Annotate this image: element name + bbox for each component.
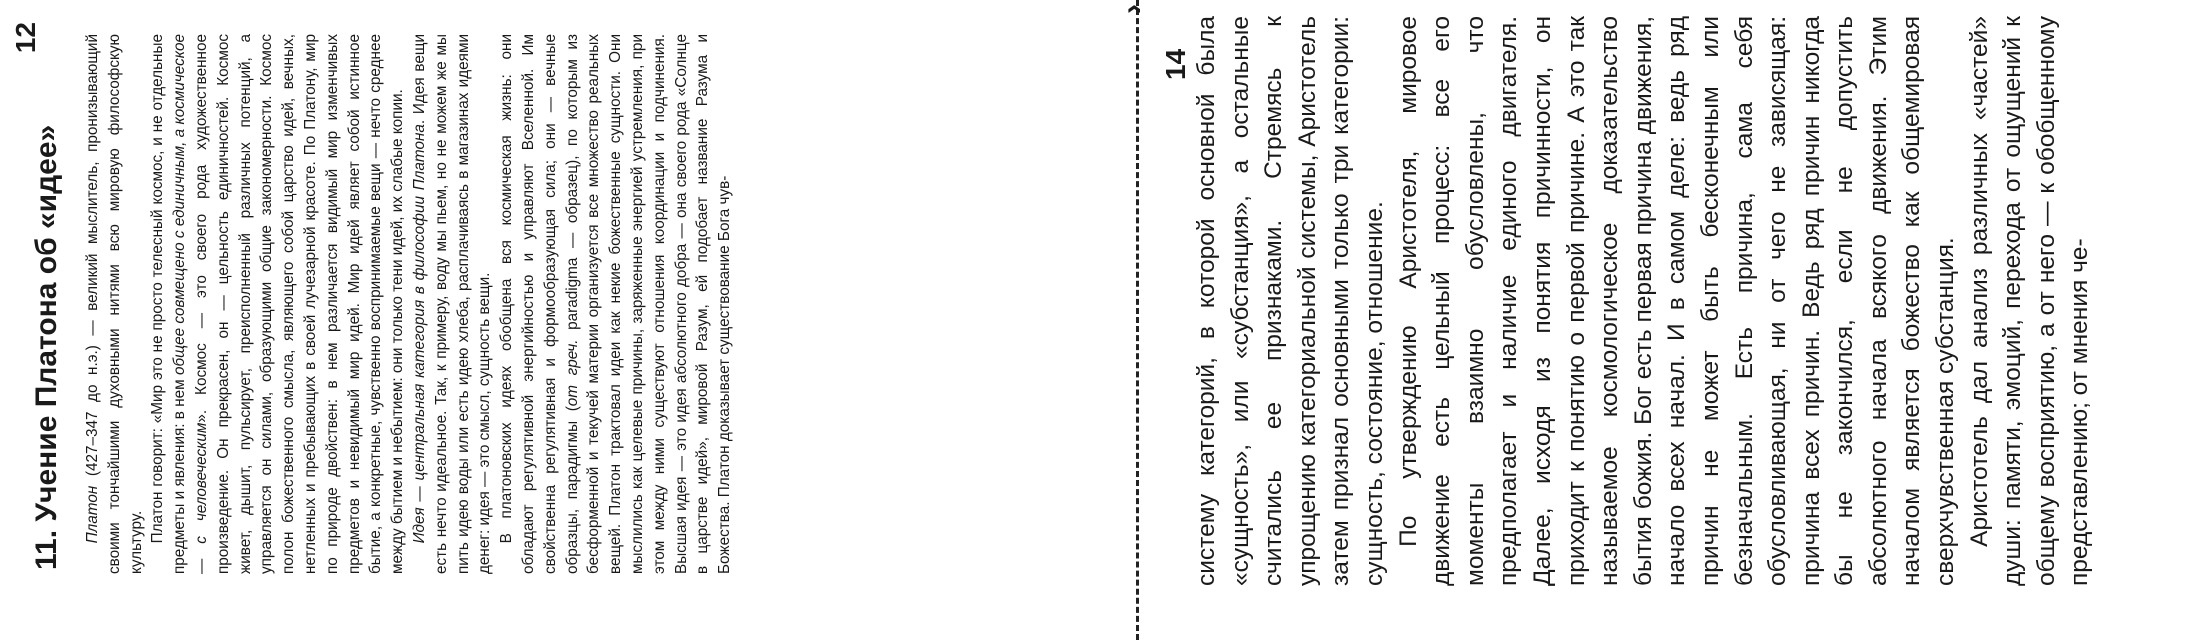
page-separator [1136, 0, 1139, 640]
page-text [1190, 16, 2097, 586]
page-14 [1150, 0, 2200, 640]
p2-text-b: ». Космос — это своего рода художественное произведение. Он прекрасен, он — цельность единичностей. Космос живет, дышит, пульсирует, преисполненный различных потенций, а управляется он силами, образующими общие закономерности. Космос полон божественного смысла, являющего собой царство идей, вечных, нетленных и пребывающих в своей лучезарной красоте. По Платону, мир по природе двойствен: в нем различается видимый мир изменчивых предметов и невидимый мир идей. Мир идей являет собой истинное бытие, а конкретные, чувственно воспринимаемые вещи — нечто среднее между бытием и небытием: они только тени идей, их слабые копии. [192, 34, 407, 574]
paragraph-1: систему категорий, в которой основной была «сущность», или «субстанция», а остальные считались ее признаками. Стремясь к упрощению категориальной системы, Аристотель затем признал основными только три категории: сущность, состояние, отношение. [1193, 16, 1388, 586]
name-platon: Платон [84, 485, 101, 544]
p4-text-a: В платоновских идеях обобщена вся космическая жизнь: они обладают регулятивной энергийностью и управляют Вселенной. Им свойственна регулятивная и формообразующая сила; они — вечные образцы, парадигмы ( [498, 34, 581, 574]
p3-emphasis: Идея — центральная категория в философии Платона [410, 124, 428, 544]
paragraph-3: Аристотель дал анализ различных «частей» души: памяти, эмоций, перехода от ощущений к общему восприятию, а от него — к обобщенному представлению; от мнения че- [1965, 16, 2094, 586]
paragraph-1 [82, 34, 147, 574]
p2-emphasis: общее совмещено с единичным, а космическое — с человеческим [171, 34, 210, 574]
p4-emphasis: от греч. [563, 339, 581, 407]
paragraph-2 [147, 34, 409, 574]
paragraph-2: По утверждению Аристотеля, мировое движение есть цельный процесс: все его моменты взаимно обусловлены, что предполагает и наличие единого двигателя. Далее, исходя из понятия причинности, он приходит к понятию о первой причине. А это так называемое космологическое доказательство бытия божия. Бог есть первая причина движения, начало всех начал. И в самом деле: ведь ряд причин не может быть бесконечным или безначальным. Есть причина, сама себя обусловливающая, ни от чего не зависящая: причина всех причин. Ведь ряд причин никогда бы не закончился, если не допустить абсолютного начала всякого движения. Этим началом является божество как общемировая сверхчувственная субстанция. [1394, 16, 1960, 586]
page-number: 12 [10, 22, 41, 54]
p4-text-b: paradigma — образец), по которым из бесформенной и текучей материи организуется все множество реальных вещей. Платон трактовал идеи как некие божественные сущности. Они мыслились как целевые причины, заряженные энергией устремления, при этом между ними существуют отношения координации и подчинения. Высшая идея — это идея абсолютного добра — она своего рода «Солнце в царстве идей», мировой Разум, ей подобает название Разума и Божества. Платон доказывает существование Бога чув- [563, 34, 734, 574]
paragraph-4 [496, 34, 736, 574]
p3-text: . Идея вещи есть нечто идеальное. Так, к примеру, воду мы пьем, но не можем же мы пить идею воды или есть идею хлеба, расплачиваясь в магазинах идеями денег: идея — это смысл, сущность вещи. [410, 34, 494, 574]
chevron-icon: › [1116, 4, 1149, 14]
chapter-text [82, 34, 736, 574]
p1-text: (427–347 до н.э.) — великий мыслитель, пронизывающий своими тончайшими духовными нитями всю мировую философскую культуру. [84, 34, 145, 574]
p2-text-a: Платон говорит: «Мир это не просто телесный космос, и не отдельные предметы и явления: в нем [149, 34, 189, 574]
paragraph-3 [409, 34, 496, 574]
page-number: 14 [1160, 48, 1191, 80]
chapter-title: 11. Учение Платона об «идее» [30, 124, 63, 570]
